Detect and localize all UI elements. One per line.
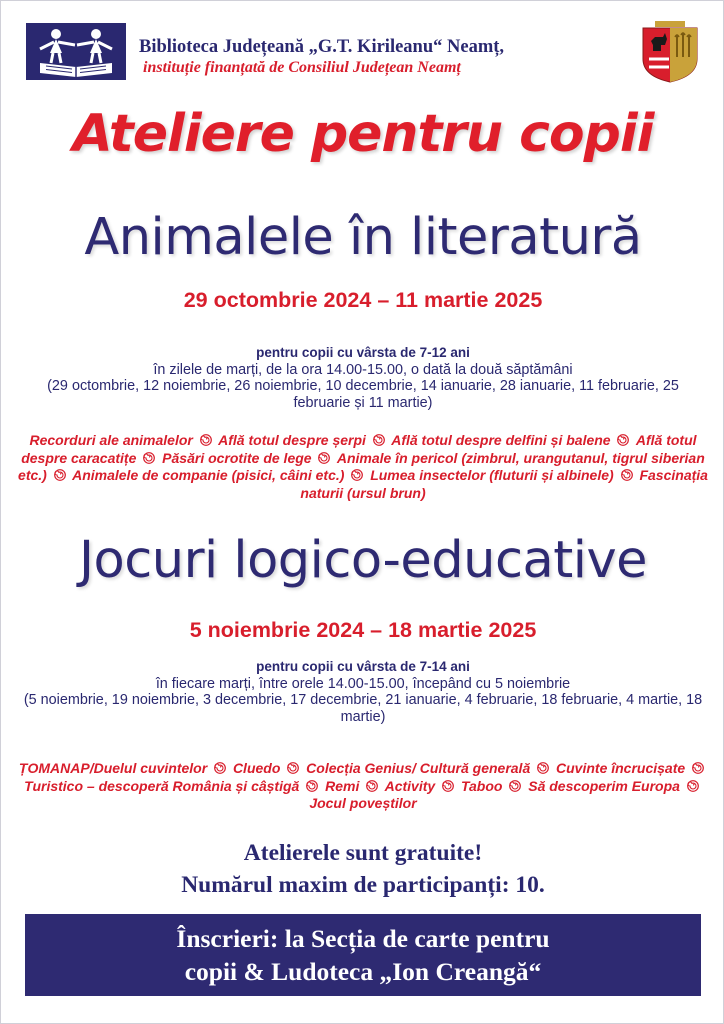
- topic-item: ȚOMANAP/Duelul cuvintelor: [18, 760, 208, 776]
- workshop-1-age: pentru copii cu vârsta de 7-12 ani: [256, 345, 470, 360]
- topic-item: Află totul despre șerpi: [218, 432, 366, 448]
- topic-item: Taboo: [460, 777, 503, 794]
- swirl-separator-icon: [351, 469, 363, 481]
- swirl-separator-icon: [692, 762, 704, 774]
- registration-box: [25, 914, 701, 996]
- workshop-2-title: Jocuri logico-educative: [78, 531, 648, 590]
- swirl-separator-icon: [366, 780, 378, 792]
- workshop-2-age: pentru copii cu vârsta de 7-14 ani: [256, 659, 470, 674]
- swirl-separator-icon: [621, 469, 633, 481]
- workshop-2-dates: 5 noiembrie 2024 – 18 martie 2025: [189, 618, 537, 642]
- swirl-separator-icon: [442, 780, 454, 792]
- swirl-separator-icon: [687, 780, 699, 792]
- topic-item: Fascinația naturii (ursul brun): [300, 467, 708, 502]
- library-name: Biblioteca Județeană „G.T. Kirileanu“ Neamț,: [139, 37, 505, 57]
- swirl-separator-icon: [509, 780, 521, 792]
- swirl-separator-icon: [318, 452, 330, 464]
- library-header: [139, 37, 639, 77]
- library-logo-icon: [26, 23, 126, 80]
- topic-item: Recorduri ale animalelor: [29, 432, 193, 448]
- topic-item: Colecția Genius/ Cultură generală: [306, 760, 531, 776]
- topic-item: Animalele de companie (pisici, câini etc.): [72, 467, 345, 484]
- topic-item: Jocul poveștilor: [309, 795, 417, 812]
- workshop-2-info: [21, 659, 705, 725]
- workshop-1-dates: 29 octombrie 2024 – 11 martie 2025: [183, 288, 543, 312]
- workshop-1-session-dates: (29 octombrie, 12 noiembrie, 26 noiembrie, 10 decembrie, 14 ianuarie, 28 ianuarie, 11 februarie, 25 februarie și 11 martie): [47, 378, 679, 411]
- swirl-separator-icon: [287, 762, 299, 774]
- workshop-2-schedule: în fiecare marți, între orele 14.00-15.00, începând cu 5 noiembrie: [155, 675, 571, 692]
- topic-item: Activity: [384, 777, 436, 794]
- topic-item: Turistico – descoperă România și câștigă: [24, 777, 300, 794]
- library-subtitle: instituție finanțată de Consiliul Județean Neamț: [143, 59, 461, 76]
- topic-item: Remi: [325, 777, 360, 794]
- workshop-1-info: [21, 345, 705, 411]
- topic-item: Păsări ocrotite de lege: [162, 449, 312, 466]
- registration-line-1: Înscrieri: la Secția de carte pentru: [176, 924, 550, 953]
- topic-item: Cluedo: [232, 760, 281, 776]
- workshop-2-topics: [17, 760, 709, 813]
- swirl-separator-icon: [537, 762, 549, 774]
- topic-item: Lumea insectelor (fluturii și albinele): [370, 467, 614, 484]
- workshop-1-topics: [17, 432, 709, 503]
- free-notice: Atelierele sunt gratuite!: [243, 840, 483, 866]
- swirl-separator-icon: [54, 469, 66, 481]
- topic-item: Află totul despre delfini și balene: [391, 432, 611, 448]
- topic-item: Află totul despre caracatițe: [21, 432, 697, 466]
- swirl-separator-icon: [214, 762, 226, 774]
- workshop-2-session-dates: (5 noiembrie, 19 noiembrie, 3 decembrie, 17 decembrie, 21 ianuarie, 4 februarie, 18 februarie, 4 martie, 18 martie): [23, 692, 703, 725]
- swirl-separator-icon: [617, 434, 629, 446]
- swirl-separator-icon: [200, 434, 212, 446]
- swirl-separator-icon: [143, 452, 155, 464]
- topic-item: Să descoperim Europa: [528, 777, 680, 794]
- registration-line-2: copii & Ludoteca „Ion Creangă“: [184, 957, 542, 986]
- max-participants-notice: Numărul maxim de participanți: 10.: [181, 872, 545, 898]
- topic-item: Animale în pericol (zimbrul, urangutanul, tigrul siberian etc.): [18, 449, 705, 484]
- main-title: Ateliere pentru copii: [72, 104, 654, 164]
- swirl-separator-icon: [306, 780, 318, 792]
- workshop-1-schedule: în zilele de marți, de la ora 14.00-15.00, o dată la două săptămâni: [153, 361, 573, 378]
- swirl-separator-icon: [373, 434, 385, 446]
- topic-item: Cuvinte încrucișate: [556, 760, 686, 776]
- workshop-1-title: Animalele în literatură: [84, 208, 642, 267]
- county-crest-icon: [641, 21, 699, 83]
